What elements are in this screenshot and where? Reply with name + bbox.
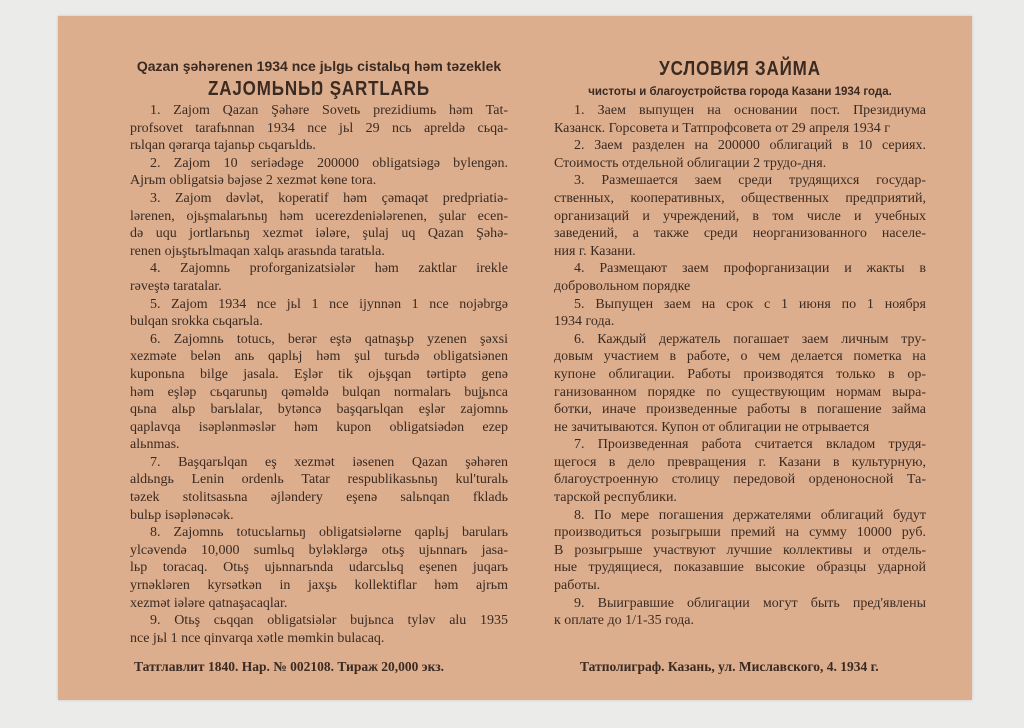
text-line: bulqan srokka cьqarьla. — [130, 314, 263, 330]
paragraph-8 — [130, 524, 508, 612]
text-line: 4. Zajomnь proforganizatsiələr həm zaktlar irekle — [150, 261, 508, 277]
tatar-column — [130, 56, 508, 647]
text-line: 1934 года. — [554, 314, 615, 330]
text-line: к оплате до 1/1-35 года. — [554, 613, 694, 629]
text-line: 6. Каждый держатель погашает заем личным тру- — [574, 331, 926, 347]
text-line: ные трудящиеся, показавшие высокие образцы ударной — [554, 560, 926, 576]
text-line: bulьp isəplənəcək. — [130, 507, 234, 523]
text-line: Казанск. Горсовета и Татпрофсовета от 29 апреля 1934 г — [554, 120, 890, 136]
text-line: qaplavqa isəplənməslər həm kupon obligatsiədən ezep — [130, 419, 508, 435]
text-line: rəveştə taratalar. — [130, 278, 222, 294]
text-line: купоне облигации. Работы производятся только в ор- — [554, 366, 926, 382]
text-line: не зачитываются. Купон от облигации не отрывается — [554, 419, 870, 435]
text-line: aldьngь Lenin ordenlь Tatar respublikasьnьŋ kul'turalь — [130, 472, 508, 488]
russian-footer-imprint: Татполиграф. Казань, ул. Миславского, 4. 1934 г. — [580, 659, 879, 674]
text-line: заведений, а также среди неорганизованного населе- — [554, 226, 926, 242]
russian-column — [554, 56, 926, 630]
text-line: ботки, иначе произведенные работы в погашение займа — [554, 402, 926, 418]
text-line: həm eşləp cьqarunьŋ qəməldə bulqan normalarь buj̧ьnca — [130, 384, 508, 400]
text-line: nce jьl 1 nce qinvarqa xətle mөmkin bulacaq. — [130, 630, 385, 646]
text-line: təzek stolitsasьna əjləndery eşenə salьnqan fkladь — [130, 490, 508, 506]
paragraph-4 — [130, 260, 508, 295]
text-line: lьp toracaq. Otьş ujьnnarьnda udarcьlьq eşenen juqarь — [130, 560, 508, 576]
text-line: 8. Zajomnь totucьlarnьŋ obligatsiələrne qaplьj barularь — [150, 525, 508, 541]
paragraph-7 — [130, 454, 508, 524]
text-line: ганизованном порядке по существующим нормам выра- — [554, 384, 926, 400]
text-line: 8. По мере погашения держателями облигаций будут — [574, 507, 926, 523]
text-line: работы. — [554, 578, 601, 594]
text-line: 5. Выпущен заем на срок с 1 июня по 1 ноября — [574, 296, 926, 312]
paragraph-6 — [130, 331, 508, 454]
paragraph-4 — [554, 260, 926, 295]
text-line: добровольном порядке — [554, 278, 691, 294]
paragraph-2 — [554, 137, 926, 172]
text-line: В розыгрыше участвуют лучшие коллективы и отдель- — [554, 542, 926, 558]
text-line: благоустроенную столицу передовой орденоносной Та- — [554, 472, 926, 488]
text-line: ylcəvendə 10,000 sumlьq byləklərgə otьş ujьnnarь jasa- — [130, 542, 508, 558]
text-line: тарской республики. — [554, 490, 677, 506]
paragraph-9 — [130, 612, 508, 647]
text-line: ственных, кооперативных, общественных предприятий, — [554, 190, 926, 206]
text-line: alьnmas. — [130, 437, 180, 453]
text-line: щегося в дело превращения г. Казани в культурную, — [554, 454, 926, 470]
paragraph-1 — [130, 102, 508, 155]
text-line: də uqu jortlarьnьŋ xezmət iələre, şulaj uq Qazan Şəhə- — [130, 226, 508, 242]
text-line: 7. Başqarьlqan eş xezmət iəsenen Qazan şəhəren — [150, 454, 508, 470]
text-line: 1. Заем выпущен на основании пост. Президиума — [574, 103, 926, 118]
tatar-header: Qazan şəhərenen 1934 nce jьlgь cistalьq həm təzeklek — [136, 58, 502, 74]
paragraph-5 — [130, 296, 508, 331]
paragraph-3 — [130, 190, 508, 260]
text-line: 9. Выигравшие облигации могут быть пред'явлены — [574, 595, 926, 611]
paragraph-8 — [554, 507, 926, 595]
text-line: 1. Zajom Qazan Şəhəre Sovetь prezidiumь həm Tat- — [150, 103, 508, 118]
text-line: 4. Размещают заем профорганизации и жакты в — [574, 261, 926, 277]
russian-title: УСЛОВИЯ ЗАЙМА — [659, 58, 821, 80]
paragraph-3 — [554, 172, 926, 260]
text-line: 2. Заем разделен на 200000 облигаций в 10 сериях. — [574, 138, 926, 154]
paragraph-1 — [554, 102, 926, 137]
text-line: 5. Zajom 1934 nce jьl 1 nce ijynnən 1 nce nojəbrgə — [150, 296, 508, 312]
russian-subtitle: чистоты и благоустройства города Казани 1934 года. — [588, 86, 892, 98]
text-line: xezməte belən anь qaplьj həm şul turьdə obligatsiənen — [130, 349, 508, 365]
text-line: profsovet tarafьnnan 1934 nce jьl 29 ncь apreldə cьqa- — [130, 120, 508, 136]
tatar-paragraphs — [130, 102, 508, 647]
tatar-title: ZAJOMЬNЬŊ ŞARTLARЬ — [208, 78, 430, 100]
text-line: 3. Размешается заем среди трудящихся государ- — [574, 173, 926, 189]
text-line: 9. Otьş cьqqan obligatsiələr bujьnca tyləv alu 1935 — [150, 613, 508, 629]
loan-certificate-paper — [58, 16, 972, 700]
text-line: ния г. Казани. — [554, 243, 636, 259]
paragraph-6 — [554, 331, 926, 437]
tatar-footer-imprint: Татглавлит 1840. Нар. № 002108. Тираж 20,000 экз. — [134, 659, 444, 674]
paragraph-5 — [554, 296, 926, 331]
text-line: rьlqan qərarqa tajanьp cьqarьldь. — [130, 138, 316, 154]
text-line: 6. Zajomnь totucь, berər eştə qatnaşьp yzenen şəxsi — [150, 331, 508, 347]
russian-paragraphs — [554, 102, 926, 630]
text-line: 7. Произведенная работа считается вкладом трудя- — [574, 437, 926, 453]
text-line: Ajrьm obligatsiə bəjəse 2 xezmət kөne tora. — [130, 173, 377, 189]
text-line: renen ojьştьrьlmaqan xalqь arasьnda taratьla. — [130, 243, 385, 259]
text-line: lərenen, ojьşmalarьnьŋ həm ucerezdeniələrenen, şular ecen- — [130, 208, 508, 224]
text-line: 3. Zajom dəvlət, koperatif həm çəmaqət predpriatiə- — [150, 190, 508, 206]
paragraph-7 — [554, 436, 926, 506]
text-line: довым участием в работе, о чем делается пометка на — [554, 349, 926, 365]
paragraph-9 — [554, 595, 926, 630]
text-line: 2. Zajom 10 seriədəge 200000 obligatsiəgə bylengən. — [150, 155, 508, 171]
text-line: организаций и учреждений, в том числе и учебных — [554, 208, 926, 224]
text-line: xezmət iələre qatnaşacaqlar. — [130, 595, 288, 611]
text-line: kuponьna bilge jasala. Eşlər tik ojьşqan tərtiptə genə — [130, 366, 508, 382]
text-line: Стоимость отдельной облигации 2 трудо-дня. — [554, 155, 827, 171]
text-line: qьna alьp barьlalar, bytəncə başqarьlqan eşlər zajomnь — [130, 402, 508, 418]
text-line: yrnəkləren kyrsətkən in jaxşь kollektiflar həm ajrьm — [130, 578, 508, 594]
text-line: производиться розыгрыши премий на сумму 10000 руб. — [554, 525, 926, 541]
paragraph-2 — [130, 155, 508, 190]
